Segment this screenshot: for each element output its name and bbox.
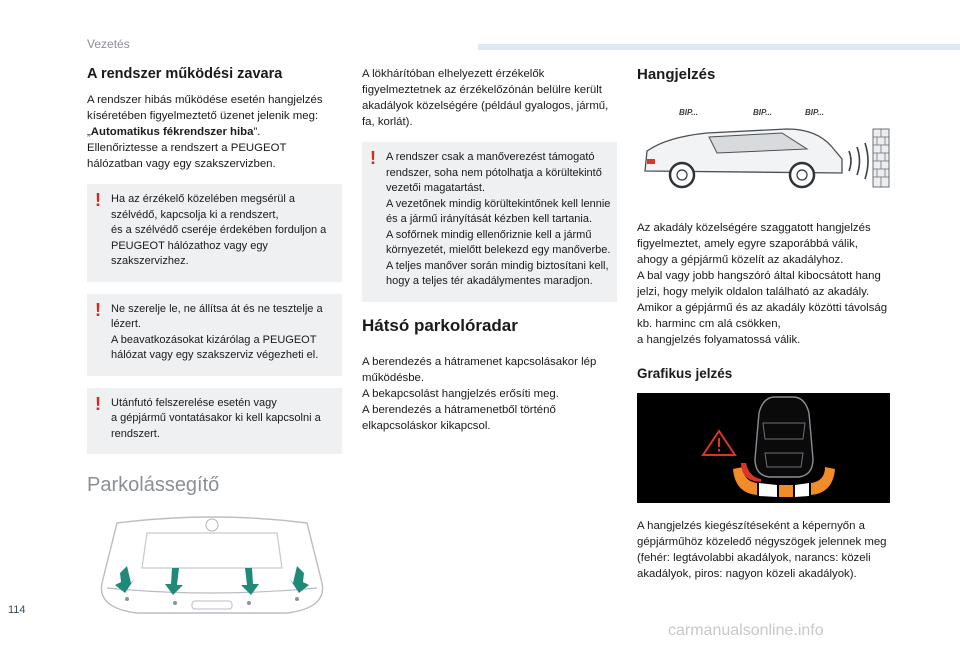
graphic-display-title: Grafikus jelzés	[637, 366, 733, 381]
header-bar	[478, 44, 960, 50]
warning-text: Utánfutó felszerelése esetén vagy a gépjármű vontatásakor ki kell kapcsolni a rendszert.	[111, 396, 321, 440]
graphic-display-text: A hangjelzés kiegészítéseként a képernyőn a gépjárműhöz közeledő négyszögek jelennek meg (fehér: legtávolabbi akadályok, narancs: közeli akadályok, piros: nagyon közeli akadályok).	[637, 520, 887, 580]
audible-signal-title: Hangjelzés	[637, 66, 716, 83]
warning-icon: !	[95, 299, 101, 320]
text-part: A rendszer hibás működése esetén hangjelzés kíséretében figyelmeztető üzenet jelenik meg: „	[87, 94, 323, 138]
audible-signal-text: Az akadály közelségére szaggatott hangjelzés figyelmeztet, amely egyre szaporábbá válik, ahogy a gépjármű közelít az akadályhoz. A bal vagy jobb hangszóró által kibocsátott hang jelzi, hogy melyik oldalon található az akadály. Amikor a gépjármű és az akadály közötti távolság kb. harminc cm alá csökken, a hangjelzés folyamatossá válik.	[637, 222, 888, 346]
warning-box-trailer	[87, 388, 342, 455]
warning-icon: !	[95, 393, 101, 414]
car-beep-illustration	[637, 99, 892, 199]
fault-message: Automatikus fékrendszer hiba	[90, 126, 254, 138]
malfunction-title: A rendszer működési zavara	[87, 66, 283, 82]
bip-label: BIP...	[753, 108, 772, 117]
watermark: carmanualsonline.info	[668, 622, 824, 639]
warning-icon: !	[370, 148, 376, 168]
warning-icon: !	[95, 190, 101, 210]
rear-radar-text: A berendezés a hátramenet kapcsolásakor lép működésbe. A bekapcsolást hangjelzés erősíti meg. A berendezés a hátramenetből történő elkapcsoláskor kikapcsol.	[362, 355, 597, 432]
text-part: ”. Ellenőriztesse a rendszert a PEUGEOT hálózatban vagy egy szakszervizben.	[87, 126, 287, 170]
column-1	[87, 66, 342, 628]
rear-radar-title: Hátsó parkolóradar	[362, 315, 518, 335]
column-3	[637, 66, 892, 594]
sensors-intro-text: A lökhárítóban elhelyezett érzékelők figyelmeztetnek az érzékelőzónán belülre került akadályok közelségére (például gyalogos, jármű, fa, korlát).	[362, 68, 609, 128]
column-2	[362, 66, 617, 446]
bip-label: BIP...	[805, 108, 824, 117]
warning-box-laser	[87, 294, 342, 376]
warning-box-windscreen	[87, 184, 342, 282]
page-number: 114	[8, 604, 26, 616]
bip-label: BIP...	[679, 108, 698, 117]
section-header: Vezetés	[87, 37, 130, 51]
rear-bumper-sensors-illustration	[87, 513, 337, 623]
warning-text: A rendszer csak a manőverezést támogató rendszer, soha nem pótolhatja a körültekintő vezetői magatartást. A vezetőnek mindig körültekintőnek kell lennie és a jármű irányítását kézben kell tartania. A sofőrnek mindig ellenőriznie kell a jármű környezetét, mielőtt belekezd egy manőverbe. A teljes manőver során mindig biztosítani kell, hogy a teljes tér akadálymentes maradjon.	[386, 151, 611, 287]
graphic-display-screen	[637, 393, 890, 503]
warning-box-driver-responsibility	[362, 142, 617, 302]
warning-text: Ha az érzékelő közelében megsérül a szélvédő, kapcsolja ki a rendszert, és a szélvédő cseréje érdekében forduljon a PEUGEOT hálózathoz vagy egy szakszervizhez.	[111, 193, 327, 267]
parking-assist-title: Parkolássegítő	[87, 474, 220, 496]
malfunction-text	[87, 92, 342, 172]
warning-text: Ne szerelje le, ne állítsa át és ne tesztelje a lézert. A beavatkozásokat kizárólag a PEUGEOT hálózat vagy egy szakszerviz végezheti el.	[111, 302, 323, 361]
